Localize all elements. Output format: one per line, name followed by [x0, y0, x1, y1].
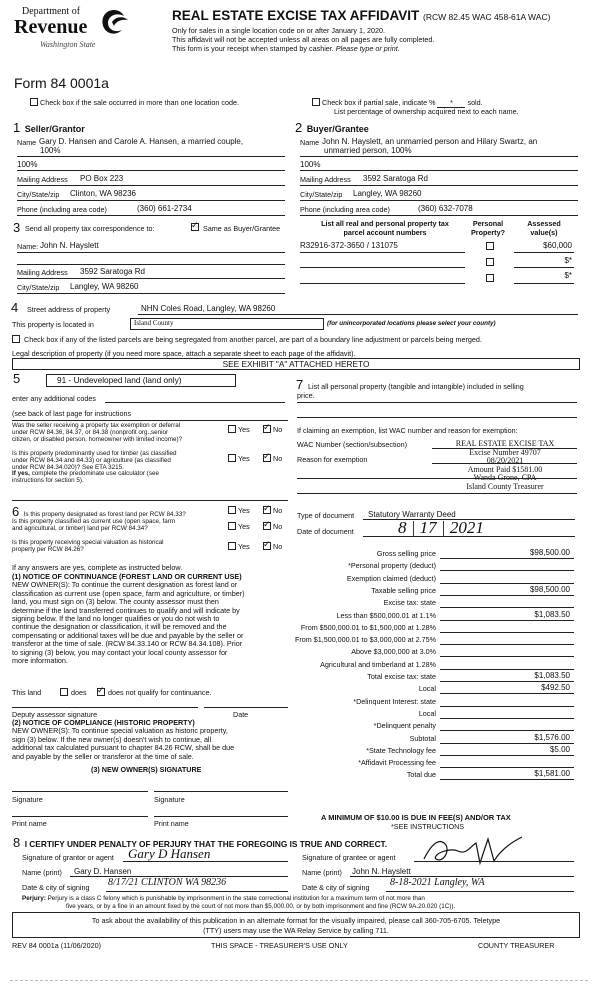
sec5-q2-no-checkbox[interactable]	[263, 454, 271, 462]
sec6-q1-text: Is this property designated as forest land per RCW 84.33?	[23, 511, 186, 518]
parcel-row-2-personal-checkbox[interactable]	[486, 258, 494, 266]
seller-phone-rule	[17, 215, 285, 216]
sec6-n2-l4: and payable by the seller or transferor at the time of sale.	[12, 751, 194, 761]
buyer-phone-label: Phone (including area code)	[300, 205, 390, 214]
sec6-n2-l2: sign (3) below. If the new owner(s) doesn't wish to continue, all	[12, 734, 212, 744]
sec6-q1-no-checkbox[interactable]	[263, 506, 271, 514]
parcel-col3-b: value(s)	[530, 228, 558, 237]
sec5-q1-yes-checkbox[interactable]	[228, 425, 236, 433]
form-number: Form 84 0001a	[14, 75, 109, 91]
calc-row-rule	[440, 767, 574, 768]
parcel-col3-a: Assessed	[527, 219, 561, 228]
sec7-rule-2	[297, 417, 577, 418]
perjury-line-2: five years, or by a fine in an amount fixed by the court of not more than $5,000.00, or by both imprisonment and fine (RCW 9A.20.020 (1C)).	[66, 903, 456, 910]
seller-city-value[interactable]: Clinton, WA 98236	[70, 189, 136, 198]
grantee-sig-label: Signature of grantee or agent	[302, 853, 396, 862]
calc-row-label: Total excise tax: state	[367, 672, 436, 681]
calc-row-value[interactable]: $98,500.00	[529, 548, 570, 557]
owner-print-label-1: Print name	[12, 819, 47, 828]
seller-pct-rule	[17, 170, 285, 171]
grantee-sig-rule	[414, 861, 574, 862]
sec3-mailing-label: Mailing Address	[17, 268, 68, 277]
seller-name-rule	[17, 156, 285, 157]
calc-row-value[interactable]: $98,500.00	[529, 584, 570, 594]
calc-row-label: Taxable selling price	[371, 585, 436, 595]
sec6-q2-no-checkbox[interactable]	[263, 522, 271, 530]
sec6-notice2-block	[12, 719, 234, 761]
seller-heading	[13, 119, 85, 137]
owner-sig-rule-1	[12, 791, 148, 792]
form-title	[172, 8, 550, 23]
parcel-col1-a: List all real and personal property tax	[321, 219, 449, 228]
sec6-q3-yes-checkbox[interactable]	[228, 542, 236, 550]
sec5-q2-e: complete the predominate use calculator (see	[31, 470, 160, 478]
parcel-row-1-personal-checkbox[interactable]	[486, 242, 494, 250]
accessibility-box	[12, 912, 580, 938]
sec6-q3-b: property per RCW 84.26?	[12, 545, 84, 553]
sec3-name-rule	[17, 252, 285, 253]
owner-print-rule-2	[154, 816, 288, 817]
sec6-n2-l1: NEW OWNER(S): To continue special valuation as historic property,	[12, 726, 228, 736]
buyer-phone-rule	[300, 215, 578, 216]
sec5-num: 5	[13, 371, 21, 386]
parcel-col2-a: Personal	[472, 219, 504, 228]
buyer-mailing-label: Mailing Address	[300, 175, 351, 184]
land-use-select[interactable]	[46, 374, 236, 387]
calc-row-label: Above $3,000,000 at 3.0%	[351, 647, 436, 657]
grantee-name-label: Name (print)	[302, 868, 342, 877]
sec5-q2-yes-checkbox[interactable]	[228, 454, 236, 462]
sec7-label-a: List all personal property (tangible and intangible) included in selling	[308, 382, 524, 391]
multi-location-label: Check box if the sale occurred in more than one location code.	[40, 98, 239, 107]
county-select-value: Island County	[134, 319, 174, 327]
sec5-q2-c: under RCW 84.34.020)? See ETA 3215.	[12, 463, 124, 471]
buyer-pct[interactable]: 100%	[300, 160, 321, 169]
buyer-name-rule	[300, 156, 578, 157]
sec6-n1-l8: transferor at the time of sale. (RCW 84.33.140 or RCW 84.34.108). Prior	[12, 639, 243, 649]
logo-dept: Department of	[22, 6, 81, 17]
owner-sig-rule-2	[154, 791, 288, 792]
sec6-n1-l4: determine if the land transferred continues to qualify and will indicate by	[12, 605, 240, 615]
sec6-top-rule	[12, 500, 288, 501]
sec7-rule-4	[297, 493, 577, 494]
owner-print-label-2: Print name	[154, 819, 189, 828]
sec6-notice1-block	[12, 573, 245, 665]
deputy-date-rule	[204, 707, 288, 708]
stamp-line-4: Amount Paid $1581.00	[467, 464, 543, 474]
sec6-q1-no: No	[273, 506, 283, 515]
calc-row-label: *Personal property (deduct)	[348, 561, 436, 571]
header-line-2: This affidavit will not be accepted unless all areas on all pages are fully completed.	[172, 35, 435, 44]
sec8-num: 8	[13, 835, 21, 850]
sec6-q2-b: and agricultural, or timber) land per RCW 84.34?	[12, 524, 148, 532]
parcel-row-2-value[interactable]: $*	[564, 256, 572, 265]
sec5-q1-c: citizen, or disabled person, homeowner with limited income)?	[12, 435, 183, 443]
sec6-does-checkbox[interactable]	[60, 688, 68, 696]
sec5-q2-d: If yes,	[12, 470, 30, 478]
seller-mailing-label: Mailing Address	[17, 175, 68, 184]
grantee-name-value[interactable]: John N. Hayslett	[352, 867, 411, 876]
calc-row-rule	[440, 558, 574, 559]
stamp-line-2: Excise Number 49707	[469, 447, 541, 457]
sec4-legal-label: Legal description of property (if you need more space, attach a separate sheet to each page of the affidavit).	[12, 349, 356, 358]
calc-row-rule	[440, 693, 574, 694]
sec5-q2-yes: Yes	[238, 454, 250, 463]
buyer-name-value[interactable]: John N. Hayslett, an unmarried person and Hilary Swartz, an	[322, 137, 538, 146]
grantor-name-label: Name (print)	[22, 868, 62, 877]
sec5-addl-rule	[105, 402, 285, 403]
owner-sig-label-1: Signature	[12, 795, 43, 804]
parcel-row-3-vrule	[514, 283, 574, 284]
calc-row-label: *Affidavit Processing fee	[358, 758, 436, 768]
sec6-n3-title: (3) NEW OWNER(S) SIGNATURE	[91, 765, 202, 774]
treasurer-stamp	[430, 440, 580, 492]
sec5-q1	[12, 423, 182, 443]
buyer-mailing-value[interactable]: 3592 Saratoga Rd	[363, 174, 428, 183]
sec7-exemption-label: If claiming an exemption, list WAC number and reason for exemption:	[297, 426, 518, 435]
sec5-q2-b: under RCW 84.34 and 84.33) or agriculture (as classified	[12, 456, 171, 464]
buyer-mailing-rule	[300, 185, 578, 186]
sec4-street-value[interactable]: NHN Coles Road, Langley, WA 98260	[141, 304, 276, 313]
dor-logo	[14, 6, 132, 68]
parcel-row-2-vrule	[514, 267, 574, 268]
sec4-unincorp-note: (for unincorporated locations please select your county)	[327, 320, 496, 327]
sec5-q2	[12, 451, 177, 485]
sec6-this-land: This land	[12, 688, 42, 697]
calc-row-rule	[440, 779, 574, 780]
legal-description-box[interactable]	[12, 358, 580, 370]
title-rcw: (RCW 82.45 WAC 458-61A WAC)	[423, 12, 551, 22]
sec6-n1-l6: continue the designation or classification, it will be removed and the	[12, 622, 227, 632]
header-line-3a: This form is your receipt when stamped by cashier.	[172, 44, 334, 53]
calc-row-rule	[440, 583, 574, 584]
calc-row-rule	[440, 706, 574, 707]
buyer-heading-text: Buyer/Grantee	[306, 124, 369, 134]
sec4-street-label: Street address of property	[27, 305, 111, 314]
bottom-dashed-rule	[10, 980, 588, 981]
doc-date-value[interactable]: 8 | 17 | 2021	[398, 518, 484, 537]
sec6-q2-yes: Yes	[238, 522, 250, 531]
deputy-sig-rule	[12, 707, 198, 708]
title-text: REAL ESTATE EXCISE TAX AFFIDAVIT	[172, 8, 420, 23]
sec6-does-not-checkbox[interactable]	[97, 688, 105, 696]
stamp-line-1: REAL ESTATE EXCISE TAX	[455, 439, 555, 448]
sec6-q3-a: Is this property receiving special valuation as historical	[12, 539, 164, 546]
partial-sale-note: List percentage of ownership acquired next to each name.	[334, 107, 519, 116]
sec6-q2-no: No	[273, 522, 283, 531]
sec5-top-rule	[12, 420, 288, 421]
sec6-q3-yes: Yes	[238, 542, 250, 551]
sec6-q1-yes: Yes	[238, 506, 250, 515]
sec6-n1-l2: classification as current use (open space, farm and agriculture, or timber)	[12, 588, 245, 598]
sec5-q1-yes: Yes	[238, 425, 250, 434]
accessibility-line-1: To ask about the availability of this publication in an alternate format for the visually impaired, please call 360-705-6705. Teletype	[91, 916, 501, 925]
parcel-row-3-rule	[300, 283, 465, 284]
sec6-n1-l5: signing below. If the land no longer qualifies or you do not wish to	[12, 614, 220, 624]
calc-row-rule	[440, 570, 574, 571]
seller-city-label: City/State/zip	[17, 190, 60, 199]
county-select[interactable]	[130, 318, 324, 330]
calc-row-label: Subtotal	[409, 733, 436, 743]
stamp-line-6: Island County Treasurer	[466, 481, 544, 491]
calc-row-rule	[440, 656, 574, 657]
sec6-q3	[12, 540, 164, 554]
doc-date-rule	[363, 536, 575, 537]
logo-swoosh-icon	[98, 8, 130, 38]
calc-row-value[interactable]: $1,576.00	[534, 732, 570, 742]
calc-row-label: *State Technology fee	[366, 745, 436, 755]
calc-row-rule	[440, 620, 574, 621]
buyer-city-value[interactable]: Langley, WA 98260	[353, 189, 422, 198]
parcel-col1	[305, 219, 465, 237]
seller-phone-label: Phone (including area code)	[17, 205, 107, 214]
logo-revenue: Revenue	[14, 16, 88, 38]
sec7-rule-1	[297, 402, 577, 403]
same-as-buyer-label: Same as Buyer/Grantee	[203, 224, 281, 233]
sec3-mailing-value[interactable]: 3592 Saratoga Rd	[80, 267, 145, 276]
seller-phone-value[interactable]: (360) 661-2734	[137, 204, 192, 213]
sec3-mailing-rule	[17, 278, 285, 279]
logo-state: Washington State	[40, 40, 96, 49]
sec3-label: Send all property tax correspondence to:	[25, 224, 155, 233]
see-instructions-note: *SEE INSTRUCTIONS	[391, 822, 465, 831]
buyer-heading	[295, 119, 369, 137]
sec3-name-value[interactable]: John N. Hayslett	[40, 241, 99, 250]
calc-row-value[interactable]: $1,083.50	[534, 609, 570, 619]
treasurer-use-label: THIS SPACE - TREASURER'S USE ONLY	[211, 941, 348, 950]
parcel-row-3-value[interactable]: $*	[564, 271, 572, 280]
sec5-see-back: (see back of last page for instructions	[12, 409, 132, 418]
calc-row-value[interactable]: $5.00	[549, 744, 570, 754]
calc-row-label: Local	[418, 684, 436, 694]
segregated-checkbox[interactable]	[12, 335, 20, 343]
partial-sale-pct[interactable]: *	[437, 98, 465, 108]
calc-row-rule	[440, 607, 574, 608]
buyer-city-label: City/State/zip	[300, 190, 343, 199]
parcel-row-1-rule	[300, 252, 465, 253]
doc-type-label: Type of document	[297, 511, 355, 520]
calc-row-rule	[440, 730, 574, 731]
sec6-n1-l7: compensating or additional taxes will be due and payable by the seller or	[12, 630, 244, 640]
grantor-name-value[interactable]: Gary D. Hansen	[74, 867, 132, 876]
doc-date-label: Date of document	[297, 527, 354, 536]
sec6-n1-l1: NEW OWNER(S): To continue the current designation as forest land or	[12, 580, 238, 590]
seller-pct[interactable]: 100%	[17, 160, 38, 169]
land-use-value: 91 - Undeveloped land (land only)	[57, 375, 182, 385]
sec4-segregated-label: Check box if any of the listed parcels are being segregated from another parcel, are part of a boundary line adjustment or parcels being merged.	[24, 335, 482, 344]
sec3-blank-rule	[17, 264, 285, 265]
sec3-city-value[interactable]: Langley, WA 98260	[70, 282, 139, 291]
buyer-city-rule	[300, 200, 578, 201]
sec8-certify-text: I CERTIFY UNDER PENALTY OF PERJURY THAT THE FOREGOING IS TRUE AND CORRECT.	[24, 839, 388, 849]
sec3-city-label: City/State/zip	[17, 283, 60, 292]
calc-row-label: Less than $500,000.01 at 1.1%	[336, 610, 436, 620]
owner-sig-label-2: Signature	[154, 795, 185, 804]
calc-row-value[interactable]: $1,083.50	[534, 671, 570, 680]
calc-row-label: *Delinquent Interest: state	[353, 696, 436, 706]
deputy-date-label: Date	[233, 710, 249, 719]
seller-name-value[interactable]: Gary D. Hansen and Carole A. Hansen, a married couple,	[39, 137, 244, 146]
header-line-1: Only for sales in a single location code on or after January 1, 2020.	[172, 26, 385, 35]
sec6-q2-yes-checkbox[interactable]	[228, 522, 236, 530]
grantor-date-label: Date & city of signing	[22, 883, 90, 892]
partial-sale-sold: sold.	[467, 98, 483, 107]
county-treasurer-label: COUNTY TREASURER	[478, 941, 555, 950]
grantee-date-label: Date & city of signing	[302, 883, 370, 892]
sec5-q2-no: No	[273, 454, 283, 463]
sec6-q3-no: No	[273, 542, 283, 551]
buyer-phone-value[interactable]: (360) 632-7078	[418, 204, 473, 213]
perjury-bold: Perjury:	[22, 895, 46, 902]
sec3-city-rule	[17, 293, 285, 294]
buyer-name-value-2[interactable]: unmarried person, 100%	[324, 146, 412, 155]
owner-print-rule-1	[12, 816, 148, 817]
seller-heading-num: 1	[13, 120, 21, 135]
legal-description-value: SEE EXHIBIT "A" ATTACHED HERETO	[222, 359, 370, 369]
sec5-addl-label: enter any additional codes	[12, 394, 96, 403]
grantee-date-value[interactable]: 8-18-2021 Langley, WA	[390, 877, 485, 888]
calc-row-rule	[440, 595, 574, 596]
sec6-num: 6	[12, 504, 20, 519]
sec6-n2-l3: additional tax calculated pursuant to chapter 84.26 RCW, shall be due	[12, 743, 235, 753]
sec6-does: does	[71, 688, 87, 697]
parcel-col1-b: parcel account numbers	[343, 228, 427, 237]
parcel-row-1-value[interactable]: $60,000	[543, 241, 572, 250]
minimum-fee-note: A MINIMUM OF $10.00 IS DUE IN FEE(S) AND/OR TAX	[321, 813, 511, 822]
sec6-n1-l10: more information.	[12, 656, 68, 666]
calc-row-label: Exemption claimed (deduct)	[346, 573, 436, 583]
sec6-n1-title: (1) NOTICE OF CONTINUANCE (FOREST LAND OR CURRENT USE)	[12, 572, 242, 581]
seller-city-rule	[17, 200, 285, 201]
stamp-line-3: 08/20/2021	[486, 456, 524, 466]
sec6-q2-a: Is this property classified as current use (open space, farm	[12, 518, 176, 525]
sec6-q3-no-checkbox[interactable]	[263, 542, 271, 550]
buyer-name-label: Name	[300, 138, 320, 147]
grantor-signature[interactable]: Gary D Hansen	[128, 846, 211, 861]
perjury-text: Perjury is a class C felony which is punishable by imprisonment in the state correctional institution for a maximum term of not more than	[47, 895, 425, 902]
sec7-num: 7	[296, 377, 304, 392]
grantor-sig-rule	[123, 861, 288, 862]
calc-row-label: Local	[418, 708, 436, 718]
perjury-notice	[22, 895, 455, 911]
header-line-3b: Please type or print.	[335, 44, 400, 53]
seller-name-label: Name	[17, 138, 37, 147]
sec4-street-rule	[138, 314, 578, 315]
sec5-q1-b: under RCW 84.36, 84.37, or 84.38 (nonprofit org.,senior	[12, 428, 169, 436]
grantee-date-rule	[386, 891, 574, 892]
sec6-n1-l3: land, you must sign on (3) below. The county assessor must then	[12, 597, 219, 607]
partial-sale-text: Check box if partial sale, indicate %	[322, 98, 436, 107]
seller-mailing-value[interactable]: PO Box 223	[80, 174, 124, 183]
buyer-pct-rule	[300, 170, 578, 171]
deputy-sig-label: Deputy assessor signature	[12, 710, 98, 719]
calc-row-label: Total due	[406, 770, 436, 780]
accessibility-line-2: (TTY) users may use the WA Relay Service by calling 711.	[203, 926, 389, 935]
calc-row-label: *Delinquent penalty	[373, 721, 436, 731]
sec6-any-yes: If any answers are yes, complete as instructed below.	[12, 563, 183, 572]
sec3-name-label: Name:	[17, 242, 39, 251]
parcel-row-1-number[interactable]: R32916-372-3650 / 131075	[300, 241, 398, 250]
sec7-wac-label: WAC Number (section/subsection)	[297, 440, 407, 449]
sec5-q2-f: instructions for section 5).	[12, 477, 84, 485]
doc-type-value[interactable]: Statutory Warranty Deed	[368, 510, 456, 519]
calc-row-rule	[440, 755, 574, 756]
stamp-line-5: Wanda Grone, CPA	[473, 473, 537, 483]
grantor-sig-label: Signature of grantor or agent	[22, 853, 114, 862]
partial-sale-checkbox[interactable]	[312, 98, 320, 106]
seller-heading-text: Seller/Grantor	[24, 124, 85, 134]
sec3-num: 3	[13, 220, 21, 235]
sec5-q1-no: No	[273, 425, 283, 434]
sec4-num: 4	[11, 300, 19, 315]
calc-row-label: Gross selling price	[376, 549, 436, 558]
calc-row-rule	[440, 681, 574, 682]
sec7-reason-label: Reason for exemption	[297, 455, 368, 464]
calc-row-label: Agricultural and timberland at 1.28%	[320, 659, 436, 669]
buyer-heading-num: 2	[295, 120, 303, 135]
parcel-row-2-rule	[300, 267, 465, 268]
perjury-line-1	[22, 895, 455, 903]
calc-row-rule	[440, 632, 574, 633]
sec6-q1-yes-checkbox[interactable]	[228, 506, 236, 514]
calc-row-label: From $1,500,000.01 to $3,000,000 at 2.75%	[294, 635, 436, 645]
calc-row-rule	[440, 644, 574, 645]
sec7-label-b: price.	[297, 391, 315, 400]
sec4-located-label: This property is located in	[12, 320, 94, 329]
sec5-q1-no-checkbox[interactable]	[263, 425, 271, 433]
sec5-q1-a: Was the seller receiving a property tax exemption or deferral	[12, 422, 181, 429]
sec6-n1-l9: to signing (3) below, you may contact your local county assessor for	[12, 647, 228, 657]
calc-row-label: From $500,000.01 to $1,500,000 at 1.28%	[300, 622, 436, 632]
parcel-col3	[516, 219, 572, 237]
sec6-n2-title: (2) NOTICE OF COMPLIANCE (HISTORIC PROPERTY)	[12, 718, 195, 727]
calc-row-label: Excise tax: state	[383, 598, 436, 608]
parcel-row-3-personal-checkbox[interactable]	[486, 274, 494, 282]
parcel-row-1-vrule	[514, 252, 574, 253]
grantor-date-rule	[106, 891, 288, 892]
calc-row-rule	[440, 669, 574, 670]
header-line-3	[172, 44, 400, 53]
grantor-date-value[interactable]: 8/17/21 CLINTON WA 98236	[108, 877, 227, 888]
calc-row-value[interactable]: $492.50	[541, 683, 570, 693]
sec5-q2-a: Is this property predominantly used for timber (as classified	[12, 450, 177, 457]
seller-mailing-rule	[17, 185, 285, 186]
revision-label: REV 84 0001a (11/06/2020)	[12, 941, 101, 950]
same-as-buyer-checkbox[interactable]	[191, 223, 199, 231]
calc-row-rule	[440, 718, 574, 719]
seller-name-value-2[interactable]: 100%	[40, 146, 61, 155]
parcel-col2	[467, 219, 509, 237]
calc-row-value[interactable]: $1,581.00	[534, 769, 570, 779]
multi-location-checkbox[interactable]	[30, 98, 38, 106]
sec6-does-not: does not qualify for continuance.	[108, 688, 212, 697]
sec6-q2	[12, 519, 175, 533]
calc-row-rule	[440, 743, 574, 744]
parcel-col2-b: Property?	[471, 228, 505, 237]
